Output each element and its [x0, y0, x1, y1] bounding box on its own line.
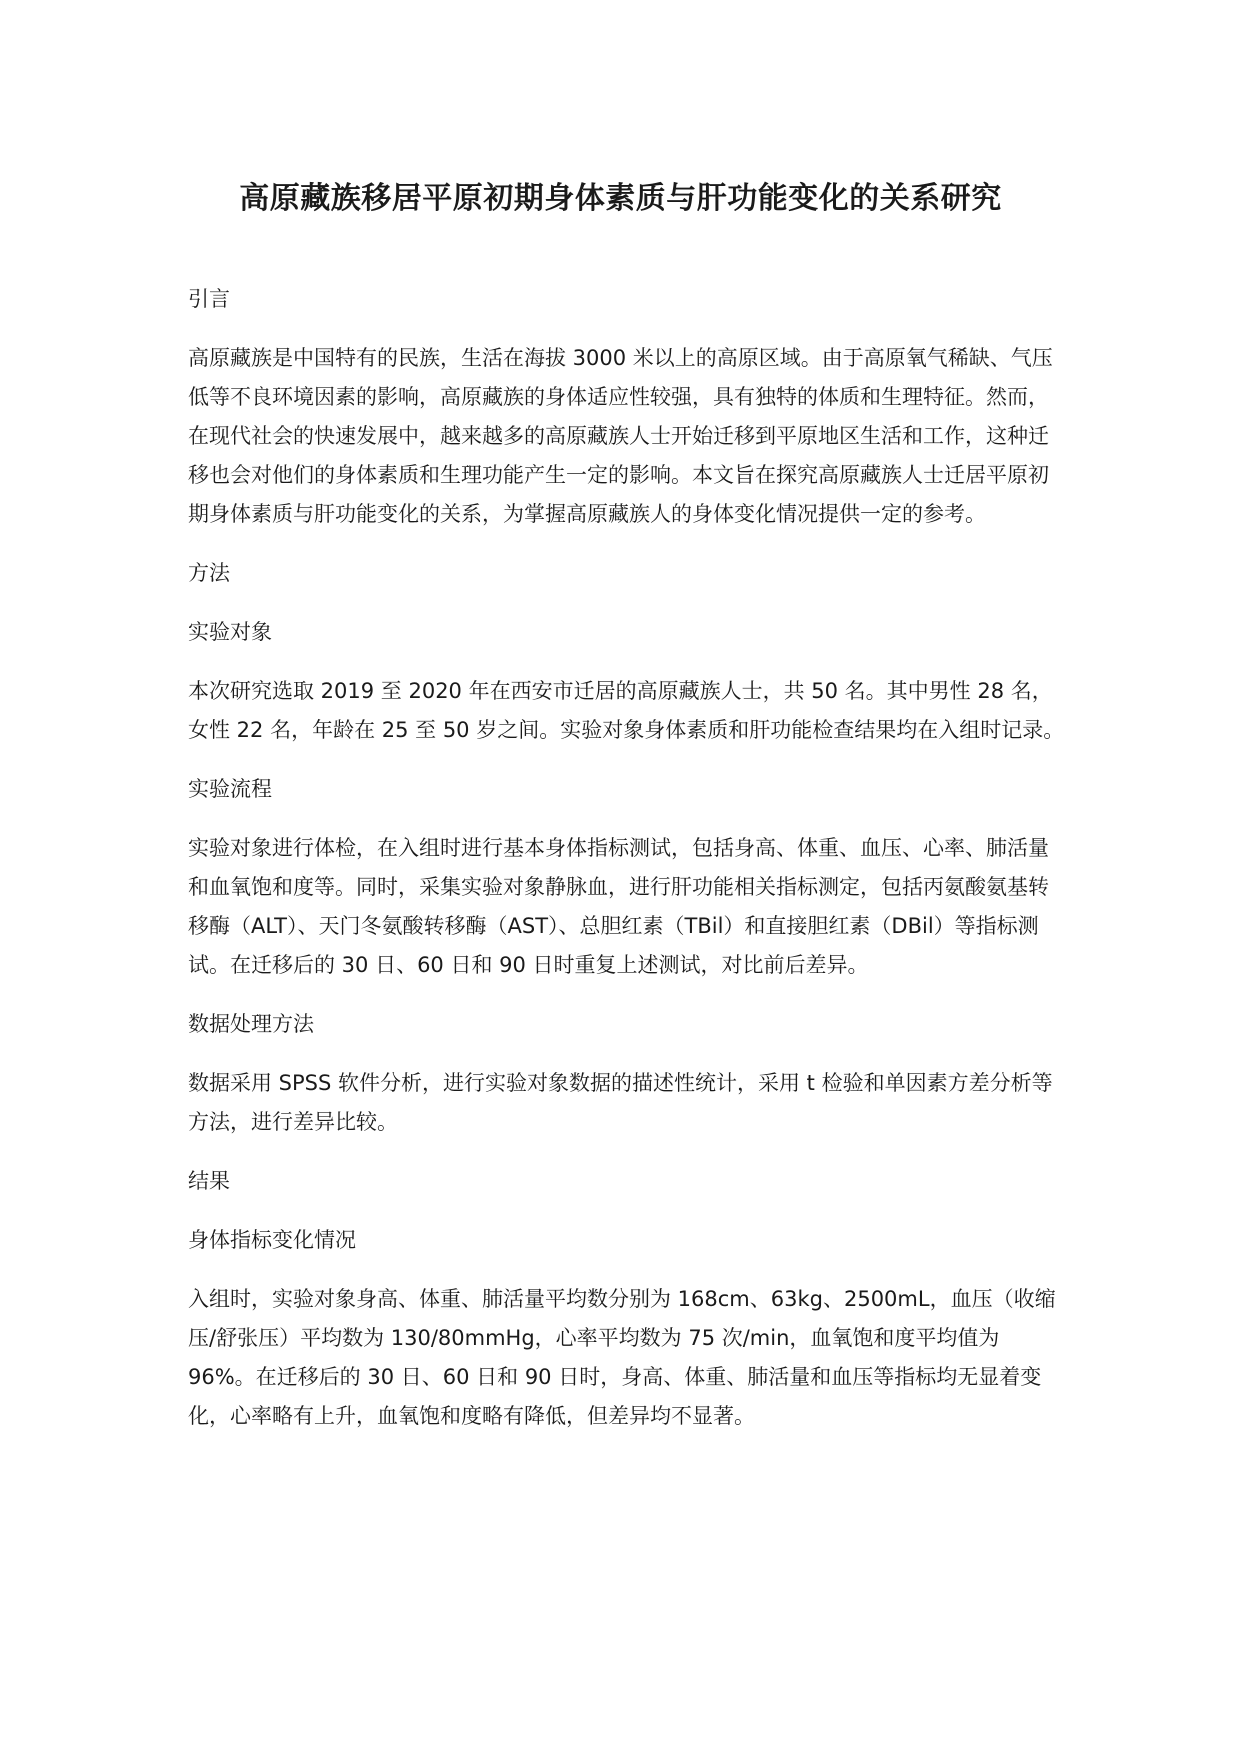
- subheading-body-indicators: 身体指标变化情况: [188, 1228, 356, 1252]
- subheading-data-processing: 数据处理方法: [188, 1012, 314, 1036]
- section-heading-methods: 方法: [188, 561, 230, 585]
- paragraph-body-indicators: 入组时，实验对象身高、体重、肺活量平均数分别为 168cm、63kg、2500mL，血压（收缩压/舒张压）平均数为 130/80mmHg，心率平均数为 75 次/min，血氧饱和度平均值为 96%。在迁移后的 30 日、60 日和 90 日时，身高、体重、肺活量和血压等指标均无显着变化，心率略有上升，血氧饱和度略有降低，但差异均不显著。: [188, 1287, 1056, 1428]
- paragraph-introduction: 高原藏族是中国特有的民族，生活在海拔 3000 米以上的高原区域。由于高原氧气稀缺、气压低等不良环境因素的影响，高原藏族的身体适应性较强，具有独特的体质和生理特征。然而，在现代社会的快速发展中，越来越多的高原藏族人士开始迁移到平原地区生活和工作，这种迁移也会对他们的身体素质和生理功能产生一定的影响。本文旨在探究高原藏族人士迁居平原初期身体素质与肝功能变化的关系，为掌握高原藏族人的身体变化情况提供一定的参考。: [188, 346, 1053, 526]
- paragraph-data-processing: 数据采用 SPSS 软件分析，进行实验对象数据的描述性统计，采用 t 检验和单因素方差分析等方法，进行差异比较。: [188, 1071, 1053, 1134]
- section-heading-introduction: 引言: [188, 287, 230, 311]
- paragraph-subjects: 本次研究选取 2019 至 2020 年在西安市迁居的高原藏族人士，共 50 名。其中男性 28 名，女性 22 名，年龄在 25 至 50 岁之间。实验对象身体素质和肝功能检查结果均在入组时记录。: [188, 679, 1065, 742]
- document-body: [188, 280, 1068, 1456]
- paragraph-procedure: 实验对象进行体检，在入组时进行基本身体指标测试，包括身高、体重、血压、心率、肺活量和血氧饱和度等。同时，采集实验对象静脉血，进行肝功能相关指标测定，包括丙氨酸氨基转移酶（ALT）、天门冬氨酸转移酶（AST）、总胆红素（TBil）和直接胆红素（DBil）等指标测试。在迁移后的 30 日、60 日和 90 日时重复上述测试，对比前后差异。: [188, 836, 1049, 977]
- subheading-procedure: 实验流程: [188, 777, 272, 801]
- subheading-subjects: 实验对象: [188, 620, 272, 644]
- section-heading-results: 结果: [188, 1169, 230, 1193]
- document-title: 高原藏族移居平原初期身体素质与肝功能变化的关系研究: [239, 181, 1002, 216]
